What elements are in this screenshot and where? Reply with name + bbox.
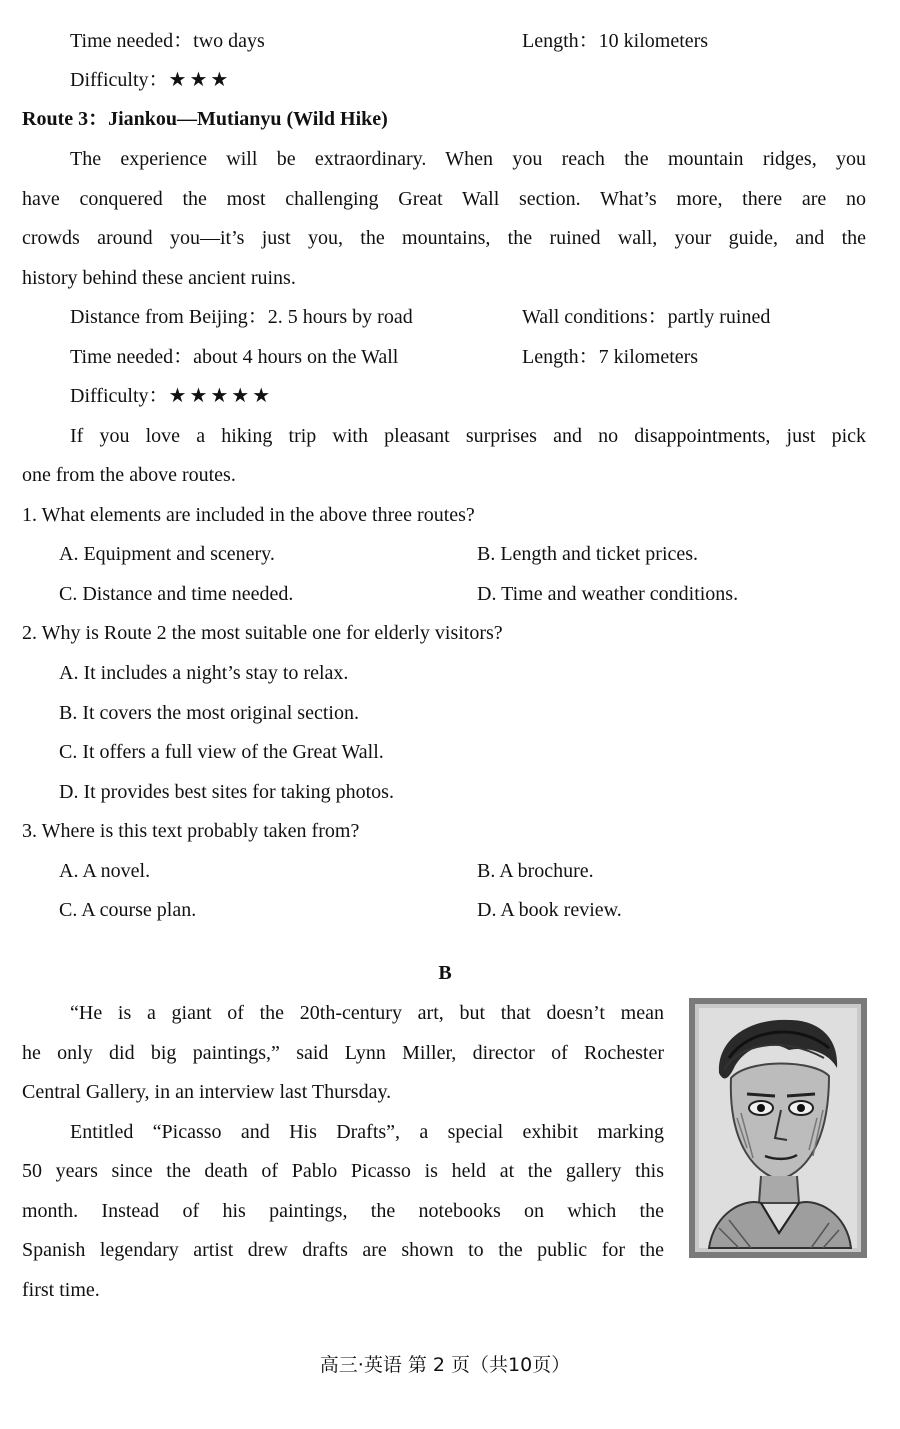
difficulty-stars: ★★★★★	[168, 385, 274, 407]
option-a[interactable]: A. A novel.	[59, 860, 151, 882]
difficulty-label: Difficulty：	[70, 385, 169, 407]
picasso-portrait-image	[689, 998, 867, 1258]
page-footer: 高三·英语 第 2 页（共10页）	[319, 1354, 571, 1376]
option-b[interactable]: B. Length and ticket prices.	[477, 543, 699, 565]
question-stem: 1. What elements are included in the above three routes?	[22, 504, 475, 526]
closing-line: one from the above routes.	[22, 464, 236, 486]
route3-title: Route 3：Jiankou—Mutianyu (Wild Hike)	[22, 108, 388, 130]
option-c[interactable]: C. A course plan.	[59, 899, 197, 921]
section-b-line: he only did big paintings,” said Lynn Miller, director of Rochester	[22, 1042, 664, 1064]
section-b-line: “He is a giant of the 20th-century art, but that doesn’t mean	[70, 1002, 664, 1024]
question-stem: 3. Where is this text probably taken from?	[22, 820, 360, 842]
option-d[interactable]: D. A book review.	[477, 899, 622, 921]
route3-para-line: The experience will be extraordinary. When you reach the mountain ridges, you	[70, 148, 866, 170]
option-c[interactable]: C. It offers a full view of the Great Wall.	[59, 741, 384, 763]
route3-wall-conditions: Wall conditions：partly ruined	[522, 306, 771, 328]
route2-length: Length：10 kilometers	[522, 30, 709, 52]
option-b[interactable]: B. It covers the most original section.	[59, 702, 359, 724]
option-b[interactable]: B. A brochure.	[477, 860, 594, 882]
section-heading: B	[438, 962, 452, 984]
route3-para-line: have conquered the most challenging Great Wall section. What’s more, there are no	[22, 188, 866, 210]
route3-para-line: crowds around you—it’s just you, the mountains, the ruined wall, your guide, and the	[22, 227, 866, 249]
route3-para-line: history behind these ancient ruins.	[22, 267, 296, 289]
section-b-line: 50 years since the death of Pablo Picasso is held at the gallery this	[22, 1160, 664, 1182]
section-b-line: Spanish legendary artist drew drafts are shown to the public for the	[22, 1239, 664, 1261]
section-b-line: Central Gallery, in an interview last Thursday.	[22, 1081, 392, 1103]
route3-time-needed: Time needed：about 4 hours on the Wall	[70, 346, 399, 368]
route3-difficulty	[70, 384, 273, 408]
difficulty-stars: ★★★	[168, 69, 232, 91]
section-b-line: month. Instead of his paintings, the notebooks on which the	[22, 1200, 664, 1222]
option-a[interactable]: A. It includes a night’s stay to relax.	[59, 662, 349, 684]
option-d[interactable]: D. It provides best sites for taking photos.	[59, 781, 394, 803]
option-a[interactable]: A. Equipment and scenery.	[59, 543, 275, 565]
option-c[interactable]: C. Distance and time needed.	[59, 583, 294, 605]
route3-length: Length：7 kilometers	[522, 346, 699, 368]
route3-distance: Distance from Beijing：2. 5 hours by road	[70, 306, 413, 328]
section-b-line: first time.	[22, 1279, 100, 1301]
difficulty-label: Difficulty：	[70, 69, 169, 91]
question-stem: 2. Why is Route 2 the most suitable one for elderly visitors?	[22, 622, 503, 644]
option-d[interactable]: D. Time and weather conditions.	[477, 583, 739, 605]
route2-time-needed: Time needed：two days	[70, 30, 265, 52]
route2-difficulty	[70, 68, 231, 92]
section-b-line: Entitled “Picasso and His Drafts”, a special exhibit marking	[70, 1121, 664, 1143]
closing-line: If you love a hiking trip with pleasant surprises and no disappointments, just pick	[70, 425, 866, 447]
